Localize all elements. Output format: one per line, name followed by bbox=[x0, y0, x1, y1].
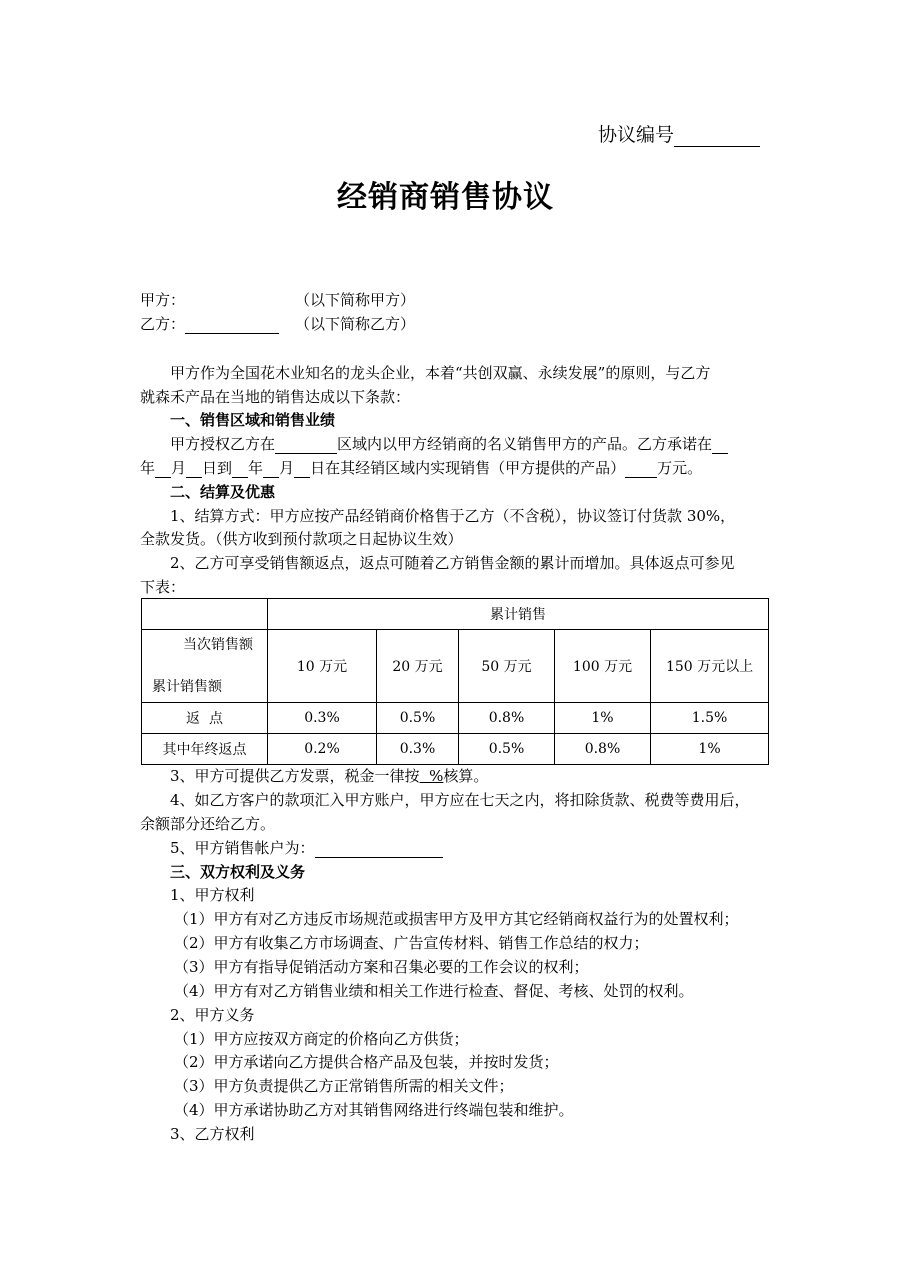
year-blank-a bbox=[712, 437, 728, 454]
rights-item: （1）甲方有对乙方违反市场规范或损害甲方及甲方其它经销商权益行为的处置权利； bbox=[174, 910, 739, 928]
duties-item: （2）甲方承诺向乙方提供合格产品及包装，并按时发货； bbox=[174, 1053, 559, 1071]
column-header: 50 万元 bbox=[459, 630, 555, 703]
party-b-line bbox=[140, 314, 279, 334]
rights-item: （3）甲方有指导促销活动方案和召集必要的工作会议的权利； bbox=[174, 958, 589, 976]
cumulative-sales-header: 累计销售 bbox=[268, 599, 769, 630]
row-label: 返 点 bbox=[142, 703, 268, 734]
section-2-item-4-line-2: 余额部分还给乙方。 bbox=[140, 815, 276, 833]
section-1-heading: 一、销售区域和销售业绩 bbox=[170, 411, 336, 429]
table-cell: 0.5% bbox=[459, 734, 555, 765]
account-blank bbox=[315, 841, 443, 858]
section-1-para-2: 年 月 日到 年 月 日在其经销区域内实现销售（甲方提供的产品） 万元。 bbox=[140, 459, 703, 477]
table-cell: 0.3% bbox=[377, 734, 459, 765]
intro-line-2: 就森禾产品在当地的销售达成以下条款： bbox=[140, 388, 411, 406]
party-b-label: 乙方： bbox=[140, 315, 186, 333]
agreement-number bbox=[598, 120, 760, 147]
party-a-note: （以下简称甲方） bbox=[295, 291, 416, 309]
duties-item: （3）甲方负责提供乙方正常销售所需的相关文件； bbox=[174, 1077, 514, 1095]
party-b-blank bbox=[185, 317, 279, 334]
tax-percent: % bbox=[429, 767, 444, 785]
table-cell: 1.5% bbox=[651, 703, 769, 734]
section-1-para-1: 甲方授权乙方在 区域内以甲方经销商的名义销售甲方的产品。乙方承诺在 bbox=[170, 434, 728, 454]
duties-item: （1）甲方应按双方商定的价格向乙方供货； bbox=[174, 1030, 469, 1048]
agreement-number-label: 协议编号 bbox=[598, 124, 675, 146]
party-a-line bbox=[140, 290, 185, 310]
agreement-number-blank bbox=[674, 126, 760, 147]
party-a-label: 甲方： bbox=[140, 291, 186, 309]
table-row bbox=[142, 703, 769, 734]
region-blank bbox=[275, 437, 337, 454]
section-2-item-5: 5、甲方销售帐户为： bbox=[170, 838, 443, 858]
table-cell: 0.8% bbox=[459, 703, 555, 734]
section-2-item-2-line-1: 2、乙方可享受销售额返点，返点可随着乙方销售金额的累计而增加。具体返点可参见 bbox=[170, 554, 735, 572]
table-header-row bbox=[142, 599, 769, 630]
party-b-note: （以下简称乙方） bbox=[295, 315, 416, 333]
table-cell: 0.5% bbox=[377, 703, 459, 734]
row-label: 其中年终返点 bbox=[142, 734, 268, 765]
table-column-row bbox=[142, 630, 769, 703]
rights-item: （4）甲方有对乙方销售业绩和相关工作进行检查、督促、考核、处罚的权利。 bbox=[174, 982, 694, 1000]
table-cell: 0.8% bbox=[555, 734, 651, 765]
section-2-item-2-line-2: 下表： bbox=[140, 578, 186, 596]
section-3-sub-2: 2、甲方义务 bbox=[170, 1006, 255, 1024]
amount-blank bbox=[625, 461, 657, 478]
table-cell: 0.3% bbox=[268, 703, 377, 734]
duties-item: （4）甲方承诺协助乙方对其销售网络进行终端包装和维护。 bbox=[174, 1101, 574, 1119]
table-cell: 1% bbox=[651, 734, 769, 765]
column-header: 20 万元 bbox=[377, 630, 459, 703]
section-3-sub-1: 1、甲方权利 bbox=[170, 886, 255, 904]
section-3-heading: 三、双方权利及义务 bbox=[170, 863, 306, 881]
cumulative-label: 累计销售额 bbox=[152, 679, 222, 695]
rights-item: （2）甲方有收集乙方市场调查、广告宣传材料、销售工作总结的权力； bbox=[174, 934, 649, 952]
column-header: 10 万元 bbox=[268, 630, 377, 703]
per-sale-label: 当次销售额 bbox=[183, 637, 253, 653]
column-header: 100 万元 bbox=[555, 630, 651, 703]
table-row bbox=[142, 734, 769, 765]
table-cell: 1% bbox=[555, 703, 651, 734]
section-3-sub-3: 3、乙方权利 bbox=[170, 1125, 255, 1143]
section-2-item-3: 3、甲方可提供乙方发票，税金一律按 %核算。 bbox=[170, 767, 489, 785]
rebate-table bbox=[141, 598, 769, 765]
section-2-item-1-line-1: 1、结算方式：甲方应按产品经销商价格售于乙方（不含税），协议签订付货款 30%， bbox=[170, 507, 736, 525]
document-title: 经销商销售协议 bbox=[337, 180, 554, 215]
table-cell: 0.2% bbox=[268, 734, 377, 765]
table-corner-top bbox=[142, 599, 268, 630]
intro-line-1: 甲方作为全国花木业知名的龙头企业，本着“共创双赢、永续发展”的原则，与乙方 bbox=[170, 364, 711, 382]
section-2-item-1-line-2: 全款发货。（供方收到预付款项之日起协议生效） bbox=[140, 530, 463, 548]
section-2-item-4-line-1: 4、如乙方客户的款项汇入甲方账户，甲方应在七天之内，将扣除货款、税费等费用后， bbox=[170, 791, 750, 809]
table-diagonal-header bbox=[142, 630, 268, 703]
section-2-heading: 二、结算及优惠 bbox=[170, 483, 276, 501]
column-header: 150 万元以上 bbox=[651, 630, 769, 703]
